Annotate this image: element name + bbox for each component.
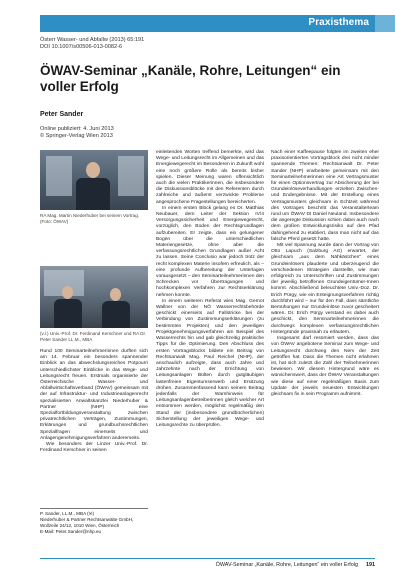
copyright: © Springer-Verlag Wien 2013 bbox=[40, 133, 113, 139]
doi: DOI 10.1007/s00506-013-0082-6 bbox=[40, 44, 123, 50]
journal-citation: Österr Wasser- und Abfallw (2013) 65:191 bbox=[40, 37, 145, 43]
section-label: Praxisthema bbox=[308, 17, 369, 28]
paragraph: Insgesamt darf resümiert werden, dass das von ÖWAV angebotene Seminar zum Wege- und Leitungsrecht durchweg den Nerv der Zeit getroffen hat. Dass die Themen nicht erlahmen ist, hat sich zuletzt die Zahl der Teilnehmerinnen bewiesen. Wir diesem Hintergrund wäre es wünschenswert, dass der ÖWAV Veranstaltungen wie diese auf einer regelmäßigen Basis zum Update der jeweils neuesten Entwicklungen gleichsam fix in sein Programm aufnimmt. bbox=[271, 336, 379, 397]
address-email[interactable]: E-Mail: Peter.Sander@nhp.eu bbox=[40, 529, 102, 534]
photo-caption-speaker: RA Mag. Martin Niederhuber bei seinem Vortrag. (Foto: ÖWAV) bbox=[40, 213, 140, 224]
author-address bbox=[40, 511, 148, 535]
paragraph: Wie besonders der Linzer Univ.-Prof. Dr. Ferdinand Kerschner in seinen bbox=[40, 442, 148, 454]
panelist-head-right bbox=[110, 288, 121, 301]
footer-divider bbox=[40, 558, 375, 559]
speaker-head bbox=[86, 162, 100, 178]
address-name: P. Sander, LL.M., MBA (✉) bbox=[40, 511, 95, 516]
article-author: Peter Sander bbox=[40, 111, 84, 118]
paragraph: Nach einer Kaffeepause folgten im zweiten eher praxisorientierten Vortragsblock drei nicht minder spannende Themen: Rechtsanwalt Dr. Peter Sander (NHP) erarbeitete gemeinsam mit den Seminarteilnehmerinnen eine Art Vertragsmuster für einen Optionsvertrag zur Absicherung der bei Grundeinlöseverhandlungen erzielten Zwischen- und Endergebnisse. Mit der Erstellung eines Vertragsmusters gleichsam in Echtzeit während des Vortrages beschritt das Veranstalterteam rund um ÖWAV DI Daniel Neuland. Insbesondere die angeregte Diskussion schien dabei auch nach dem großen Entwicklungsrisiko auf den Pfad dahingehend zu etabliert, dass man nicht auf das falsche Pferd gesetzt hatte. bbox=[271, 150, 379, 242]
running-title: ÖWAV-Seminar „Kanäle, Rohre, Leitungen“ ein voller Erfolg bbox=[215, 562, 358, 568]
address-firm: Niederhuber & Partner Rechtsanwälte GmbH, Wollzeile 24/12, 1010 Wien, Österreich bbox=[40, 517, 134, 528]
paragraph: In einem weiteren Referat wies Mag. Gernot Wallner von der NÖ Wasserrechtsbehörde geschickt einerseits auf Fallstricke bei der Verbindung von Zustimmungserklärungen (zu bestimmten Projekten) und den jeweiligen Projektgenehmigungsverfahren am Beispiel des Wasserrechts hin und gab gleichzeitig praktische Tipps für die Optimierung. Den Abschluss des ersten Vortragsblocks bildete ein Beitrag von Rechtsanwalt Mag. Paul Reichel (NHP), der anschaulich aufzeigte, dass auch Jahre und Jahrzehnte nach der Errichtung von Leitungsanlagen Bülten durch gutgläubigen lastenfreien Eigentumserwerb und Ersitzung drohen. Zusammenfassend kann seinem Beitrag jedenfalls der Warnhinweis für Leitungsanlagenbetreiberinnen glelch welcher Art entnommen werden, möglichst regelmäßig den Stand der (insbesondere grundbücherlichen) Sicherstellung der jeweiligen Wege- und Leitungsrechte zu überprüfen. bbox=[156, 298, 264, 428]
paragraph: In einem ersten Block gelang es Dr. Matthias Neubauer, dem Leiter der Sektion IV/4 Versorgungssicherheit und Energiewegerecht, vorzüglich, den Boden der Rechtsgrundlagen aufzubereiten. Er zeigte, dass ein gelungener Bogen über die unterschiedlichen Materiengesetze, ohne aber die verfassungsrechtlichen Grundlagen außer Acht zu lassen. Seine Conclusio war jedoch trotz der recht komplexen Materie insofern erfreulich, als – eine profunde Aufbereitung der Unterlagen vorausgesetzt – den Seminarteilnehmerinnen den Schrecken vor Übertragungen und hochkomplexen Verfahren zur Rechtserklärung nehmen konnte. bbox=[156, 205, 264, 298]
page-number: 191 bbox=[366, 562, 375, 568]
column-right bbox=[271, 150, 379, 398]
photo-panel bbox=[40, 266, 148, 328]
panelist-suit-left bbox=[54, 299, 82, 328]
paragraph: einleitenden Worten treffend bemerkte, wird das Wege- und Leitungsrecht im Allgemeinen und das Energiewegerecht im Besonderen in Zukunft wohl eine noch größere Rolle als bereits bisher spielen. Dieser Meinung waren offensichtlich auch die vielen Praktikerinnen, die insbesondere die Diskussionsblöcke mit den Referenten durch zahlreiche und äußerst verzwickte Probleme angesprochene Fragestellungen bereicherten. bbox=[156, 150, 264, 205]
paragraph: Mit viel Spannung wurde dann der Vortrag von Otto Lapuch (Salzburg AG) erwartet, der gleichsam „aus dem Nähkästchen" eines Grundeinlösers plauderte und überzeugend die verschiedenen Strategien darstellte, wie man erfolgreich zu Unterschriften und Zustimmungen der jeweilig betroffenen Grundeigentümer-Innen kommt. Abschließend beleuchtete Univ.-Doz. Dr. Erich Pürgy, wie ein Enteignungsverfahren richtig durchführt wird – nur für den Fall, dass sämtliche Bemühungen nur Grundeinlöse zuvor gescheitert wären. Dr. Erich Pürgy verstand es dabei auch geschickt, den Seminarteilnehmerinnen die durchwegs komplexen verfassungsrechtlichen Hintergründe praxisnah zu erläutern. bbox=[271, 243, 379, 335]
banner-backdrop-right bbox=[118, 156, 144, 196]
panelist-suit-right bbox=[102, 301, 130, 328]
column-middle bbox=[156, 150, 264, 429]
published-online: Online publiziert: 4. Juni 2013 bbox=[40, 126, 114, 132]
photo-caption-panel: (v.l.) Univ.-Prof. Dr. Ferdinand Kerschner und RA Dr. Peter Sander LL.M., MBA bbox=[40, 331, 147, 342]
column-left bbox=[40, 349, 148, 454]
banner-backdrop bbox=[46, 156, 72, 196]
section-header-band bbox=[40, 15, 375, 32]
speaker-suit bbox=[76, 178, 110, 210]
photo-speaker bbox=[40, 150, 148, 210]
address-divider bbox=[40, 508, 148, 509]
page-footer bbox=[216, 562, 375, 568]
article-title: ÖWAV-Seminar „Kanäle, Rohre, Leitungen“ ein voller Erfolg bbox=[40, 63, 341, 94]
panelist-head-left bbox=[62, 286, 73, 299]
section-band-edge bbox=[375, 15, 395, 32]
paragraph: Rund 100 Seminarteilnehmerinnen durften sich am 14. Februar ein besonders spannender Einblick an das abwechslungsreiches Potpourri unterschiedlichster Einblicke in das Wege- und Leitungsrecht freuen. Erstmals organisierte der Österreichische Wasser- und Abfallwirtschaftsverband (ÖWAV) gemeinsam mit der auf Infrastruktur- und Industrieanlagenrecht spezialisierten Anwaltskanzlei Niederhuber & Partner (NHP) eine Spezialfortbildungsveranstaltung zwischen privatrechtlichen Verträgen, Zustimmungen, Erklärungen und grundbuchsrechtlichen Spezialfragen einerseits und Anlagengenehmigungsverfahren andererseits. bbox=[40, 349, 148, 441]
